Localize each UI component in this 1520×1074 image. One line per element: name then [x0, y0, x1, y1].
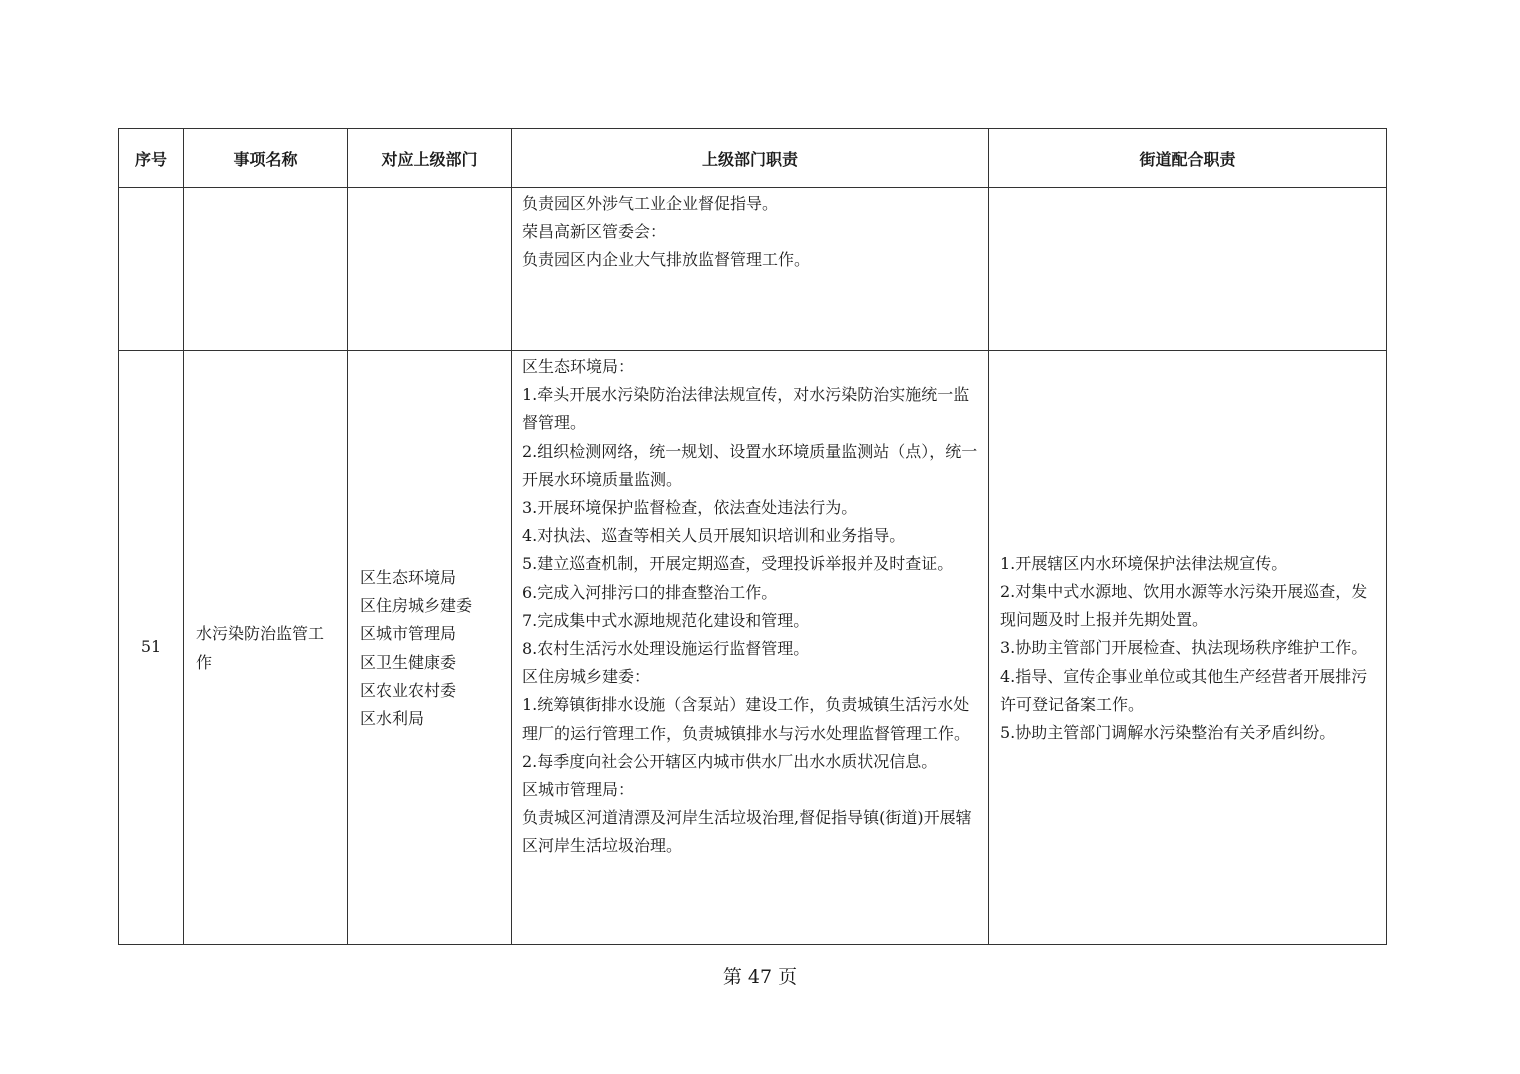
duty-line: 1.统筹镇街排水设施（含泵站）建设工作，负责城镇生活污水处理厂的运行管理工作，负责城镇排水与污水处理监督管理工作。 — [522, 695, 971, 743]
duty-line: 负责城区河道清漂及河岸生活垃圾治理,督促指导镇(街道)开展辖区河岸生活垃圾治理。 — [522, 808, 972, 856]
header-street-duties: 街道配合职责 — [989, 129, 1387, 188]
cell-no — [119, 188, 184, 351]
street-duty-line: 2.对集中式水源地、饮用水源等水污染开展巡查，发现问题及时上报并先期处置。 — [1000, 581, 1368, 630]
street-duty-line: 4.指导、宣传企事业单位或其他生产经营者开展排污许可登记备案工作。 — [1000, 666, 1368, 714]
header-no: 序号 — [119, 129, 184, 188]
department-line: 区水利局 — [360, 708, 425, 728]
duty-line: 1.牵头开展水污染防治法律法规宣传，对水污染防治实施统一监督管理。 — [522, 385, 970, 433]
duty-line: 6.完成入河排污口的排查整治工作。 — [522, 582, 778, 602]
duty-line: 区住房城乡建委： — [522, 667, 651, 687]
street-duty-line: 1.开展辖区内水环境保护法律法规宣传。 — [1000, 553, 1288, 573]
department-line: 区住房城乡建委 — [360, 596, 473, 616]
cell-no: 51 — [119, 351, 184, 945]
duty-line: 2.组织检测网络，统一规划、设置水环境质量监测站（点），统一开展水环境质量监测。 — [522, 441, 978, 489]
table-row — [119, 188, 1387, 351]
street-duty-line: 5.协助主管部门调解水污染整治有关矛盾纠纷。 — [1000, 723, 1336, 742]
cell-item-name — [184, 188, 348, 351]
cell-superior-duties — [512, 188, 989, 351]
duty-line: 区城市管理局： — [522, 780, 635, 800]
department-line: 区生态环境局 — [360, 567, 457, 587]
page-number: 第 47 页 — [722, 966, 798, 988]
department-line: 区农业农村委 — [360, 680, 457, 700]
department-line: 区卫生健康委 — [360, 652, 457, 672]
street-duty-line: 3.协助主管部门开展检查、执法现场秩序维护工作。 — [1000, 638, 1368, 658]
cell-superior-duties — [512, 351, 989, 945]
duty-line: 负责园区内企业大气排放监督管理工作。 — [522, 250, 811, 270]
duty-line: 7.完成集中式水源地规范化建设和管理。 — [522, 610, 810, 630]
header-departments: 对应上级部门 — [348, 129, 512, 188]
duty-line: 8.农村生活污水处理设施运行监督管理。 — [522, 639, 810, 659]
duty-line: 4.对执法、巡查等相关人员开展知识培训和业务指导。 — [522, 526, 906, 546]
duty-table — [118, 128, 1387, 945]
duty-line: 3.开展环境保护监督检查，依法查处违法行为。 — [522, 498, 858, 518]
table-row — [119, 351, 1387, 945]
duty-line: 负责园区外涉气工业企业督促指导。 — [522, 194, 779, 213]
cell-departments — [348, 351, 512, 945]
department-line: 区城市管理局 — [360, 624, 457, 644]
header-item-name: 事项名称 — [184, 129, 348, 188]
header-superior-duties: 上级部门职责 — [512, 129, 989, 188]
duty-line: 2.每季度向社会公开辖区内城市供水厂出水水质状况信息。 — [522, 751, 938, 771]
cell-departments — [348, 188, 512, 351]
table-header-row — [119, 129, 1387, 188]
duty-line: 区生态环境局： — [522, 357, 635, 376]
cell-street-duties — [989, 351, 1387, 945]
duty-line: 5.建立巡查机制，开展定期巡查，受理投诉举报并及时查证。 — [522, 554, 954, 574]
cell-street-duties — [989, 188, 1387, 351]
cell-item-name: 水污染防治监管工作 — [184, 351, 348, 945]
duty-line: 荣昌高新区管委会： — [522, 222, 667, 242]
